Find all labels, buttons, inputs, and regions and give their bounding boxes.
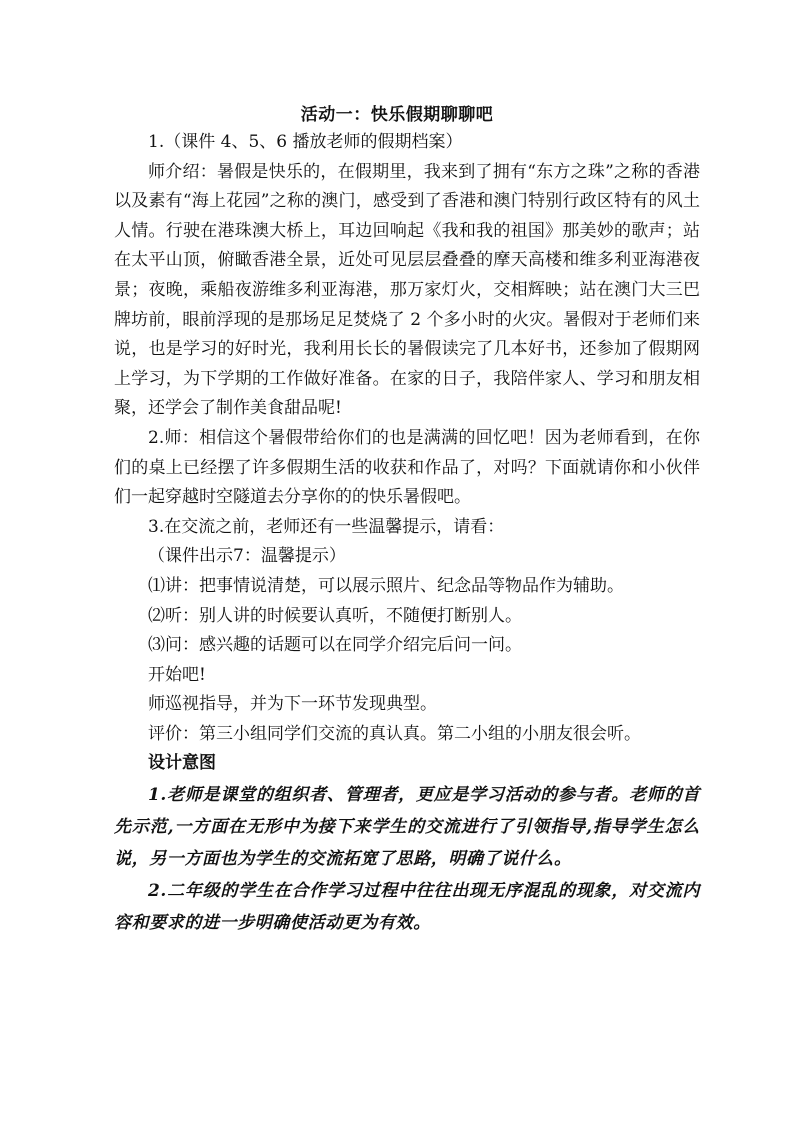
paragraph-teacher-introduction: 师介绍：暑假是快乐的，在假期里，我来到了拥有“东方之珠”之称的香港以及素有“海上花园”之称的澳门，感受到了香港和澳门特别行政区特有的风土人情。行驶在港珠澳大桥上，耳边回响起《我和我的祖国》那美妙的歌声；站在太平山顶，俯瞰香港全景，近处可见层层叠叠的摩天高楼和维多利亚海港夜景；夜晚，乘船夜游维多利亚海港，那万家灯火，交相辉映；站在澳门大三巴牌坊前，眼前浮现的是那场足足焚烧了 2 个多小时的火灾。暑假对于老师们来说，也是学习的好时光，我利用长长的暑假读完了几本好书，还参加了假期网上学习，为下学期的工作做好准备。在家的日子，我陪伴家人、学习和朋友相聚，还学会了制作美食甜品呢! (114, 161, 700, 419)
design-intent-point-2: 2.二年级的学生在合作学习过程中往往出现无序混乱的现象，对交流内容和要求的进一步明确使活动更为有效。 (114, 881, 700, 934)
paragraph-evaluation: 评价：第三小组同学们交流的真认真。第二小组的小朋友很会听。 (148, 723, 641, 744)
section-title: 活动一：快乐假期聊聊吧 (300, 105, 494, 125)
paragraph-tip-ask: ⑶问：感兴趣的话题可以在同学介绍完后问一问。 (148, 635, 522, 656)
paragraph-tips-step-3: 3.在交流之前，老师还有一些温馨提示，请看： (148, 516, 505, 537)
paragraph-courseware-7: （课件出示7：温馨提示） (148, 546, 346, 567)
paragraph-teacher-step-2: 2.师：相信这个暑假带给你们的也是满满的回忆吧！因为老师看到，在你们的桌上已经摆了许多假期生活的收获和作品了，对吗？下面就请你和小伙伴们一起穿越时空隧道去分享你的的快乐暑假吧。 (114, 427, 700, 508)
paragraph-tip-listen: ⑵听：别人讲的时候要认真听，不随便打断别人。 (148, 605, 522, 626)
paragraph-tip-speak: ⑴讲：把事情说清楚，可以展示照片、纪念品等物品作为辅助。 (148, 575, 624, 596)
paragraph-start: 开始吧! (148, 664, 206, 685)
paragraph-teacher-patrol: 师巡视指导，并为下一环节发现典型。 (148, 694, 437, 715)
design-intent-point-1: 1.老师是课堂的组织者、管理者，更应是学习活动的参与者。老师的首先示范,一方面在无形中为接下来学生的交流进行了引领指导,指导学生怎么说，另一方面也为学生的交流拓宽了思路，明确了说什么。 (114, 785, 700, 870)
paragraph-courseware-step-1: 1.（课件 4、5、6 播放老师的假期档案） (148, 132, 463, 152)
document-body (114, 128, 700, 939)
design-intent-heading: 设计意图 (148, 753, 216, 774)
